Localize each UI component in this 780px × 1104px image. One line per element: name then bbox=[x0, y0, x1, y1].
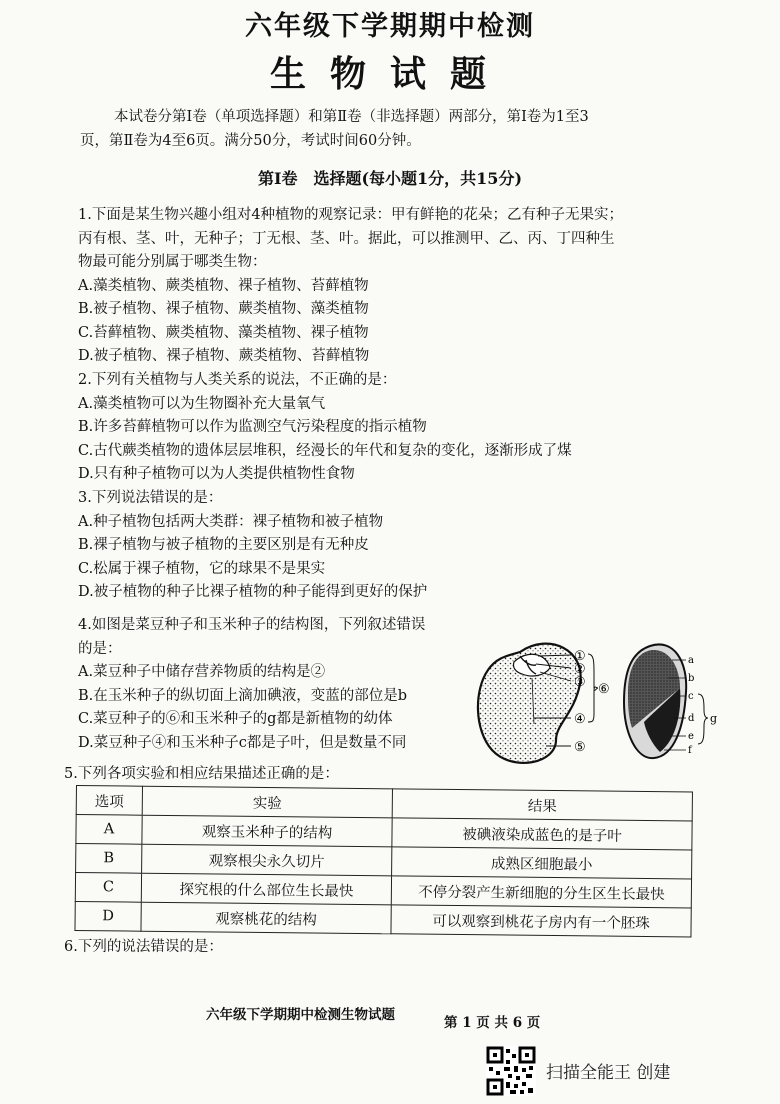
q2-option-a: A.藻类植物可以为生物圈补充大量氧气 bbox=[78, 395, 326, 412]
section-title: 第Ⅰ卷 选择题(每小题1分，共15分) bbox=[257, 169, 523, 188]
scanner-watermark-text: 扫描全能王 创建 bbox=[546, 1063, 671, 1083]
q4-stem-line: 4.如图是菜豆种子和玉米种子的结构图，下列叙述错误 bbox=[78, 617, 426, 633]
q4-stem-line: 的是： bbox=[78, 640, 122, 657]
col-header-experiment: 实验 bbox=[142, 786, 392, 818]
q2-stem: 2.下列有关植物与人类关系的说法，不正确的是： bbox=[78, 372, 397, 388]
q1-option-b: B.被子植物、裸子植物、蕨类植物、藻类植物 bbox=[78, 301, 369, 317]
page-number: 第 1 页 共 6 页 bbox=[444, 1015, 541, 1031]
bean-label-2: ② bbox=[574, 662, 586, 677]
q4-option-a: A.菜豆种子中储存营养物质的结构是② bbox=[78, 664, 326, 680]
row-option: A bbox=[76, 815, 142, 845]
question-2 bbox=[78, 369, 572, 487]
bean-label-4: ④ bbox=[574, 712, 586, 727]
bean-label-6: ⑥ bbox=[598, 682, 610, 697]
q5-table-wrapper bbox=[74, 785, 692, 937]
corn-seed-diagram bbox=[624, 644, 717, 758]
corn-label-b: b bbox=[688, 673, 695, 684]
row-result: 可以观察到桃花子房内有一个胚珠 bbox=[391, 905, 691, 937]
q1-stem-line: 丙有根、茎、叶，无种子；丁无根、茎、叶。据此，可以推测甲、乙、丙、丁四种生 bbox=[78, 230, 615, 247]
q1-stem-line: 1.下面是某生物兴趣小组对4种植物的观察记录：甲有鲜艳的花朵；乙有种子无果实； bbox=[78, 207, 624, 223]
bean-label-5: ⑤ bbox=[574, 740, 586, 755]
q1-option-d: D.被子植物、裸子植物、蕨类植物、苔藓植物 bbox=[78, 348, 370, 364]
row-experiment: 观察桃花的结构 bbox=[141, 902, 391, 934]
row-result: 被碘液染成蓝色的是子叶 bbox=[392, 818, 692, 850]
q2-option-b: B.许多苔藓植物可以作为监测空气污染程度的指示植物 bbox=[78, 419, 427, 435]
question-4 bbox=[78, 614, 425, 755]
row-option: C bbox=[75, 873, 141, 903]
row-result: 成熟区细胞最小 bbox=[392, 847, 692, 879]
corn-label-e: e bbox=[688, 731, 694, 742]
qr-code-icon bbox=[486, 1046, 536, 1096]
q4-option-b: B.在玉米种子的纵切面上滴加碘液，变蓝的部位是b bbox=[78, 687, 408, 704]
q5-results-table bbox=[74, 785, 692, 937]
q1-option-c: C.苔藓植物、蕨类植物、藻类植物、裸子植物 bbox=[78, 324, 369, 341]
instruction-line-1: 本试卷分第Ⅰ卷（单项选择题）和第Ⅱ卷（非选择题）两部分，第Ⅰ卷为1至3 bbox=[114, 109, 589, 125]
corn-label-g: g bbox=[710, 712, 718, 725]
q3-option-d: D.被子植物的种子比裸子植物的种子能得到更好的保护 bbox=[78, 584, 428, 600]
q6-stem: 6.下列的说法错误的是： bbox=[64, 939, 223, 955]
q4-option-c: C.菜豆种子的⑥和玉米种子的g都是新植物的幼体 bbox=[78, 711, 393, 727]
q4-option-d: D.菜豆种子④和玉米种子c都是子叶，但是数量不同 bbox=[78, 734, 407, 751]
question-1 bbox=[78, 204, 623, 369]
seed-structure-figure bbox=[474, 632, 724, 772]
q2-option-d: D.只有种子植物可以为人类提供植物性食物 bbox=[78, 466, 355, 482]
q3-option-b: B.裸子植物与被子植物的主要区别是有无种皮 bbox=[78, 537, 369, 553]
question-3 bbox=[78, 487, 427, 605]
q5-stem: 5.下列各项实验和相应结果描述正确的是： bbox=[64, 766, 339, 782]
row-experiment: 探究根的什么部位生长最快 bbox=[141, 873, 391, 905]
bean-seed-diagram bbox=[478, 644, 610, 763]
exam-title: 六年级下学期期中检测 bbox=[245, 11, 535, 42]
row-experiment: 观察玉米种子的结构 bbox=[142, 815, 392, 847]
q3-option-a: A.种子植物包括两大类群：裸子植物和被子植物 bbox=[78, 513, 384, 530]
q3-option-c: C.松属于裸子植物，它的球果不是果实 bbox=[78, 560, 326, 577]
subject-title: 生物试题 bbox=[269, 53, 510, 95]
row-experiment: 观察根尖永久切片 bbox=[142, 844, 392, 876]
row-option: B bbox=[76, 844, 142, 874]
q2-option-c: C.古代蕨类植物的遗体层层堆积，经漫长的年代和复杂的变化，逐渐形成了煤 bbox=[78, 442, 572, 459]
corn-label-c: c bbox=[688, 691, 694, 702]
q1-stem-line: 物最可能分别属于哪类生物： bbox=[78, 254, 267, 270]
corn-label-a: a bbox=[688, 655, 694, 666]
col-header-result: 结果 bbox=[392, 789, 692, 821]
row-option: D bbox=[75, 901, 141, 931]
q3-stem: 3.下列说法错误的是： bbox=[78, 490, 223, 506]
q1-option-a: A.藻类植物、蕨类植物、裸子植物、苔藓植物 bbox=[78, 277, 369, 294]
table-row bbox=[75, 901, 691, 936]
bean-label-1: ① bbox=[574, 649, 586, 664]
row-result: 不停分裂产生新细胞的分生区生长最快 bbox=[391, 876, 691, 908]
bean-label-3: ③ bbox=[574, 675, 586, 690]
corn-label-d: d bbox=[688, 713, 695, 724]
instruction-line-2: 页，第Ⅱ卷为4至6页。满分50分，考试时间60分钟。 bbox=[80, 133, 421, 149]
corn-label-f: f bbox=[688, 745, 692, 756]
footer-title: 六年级下学期期中检测生物试题 bbox=[206, 1007, 395, 1023]
col-header-option: 选项 bbox=[76, 786, 142, 816]
